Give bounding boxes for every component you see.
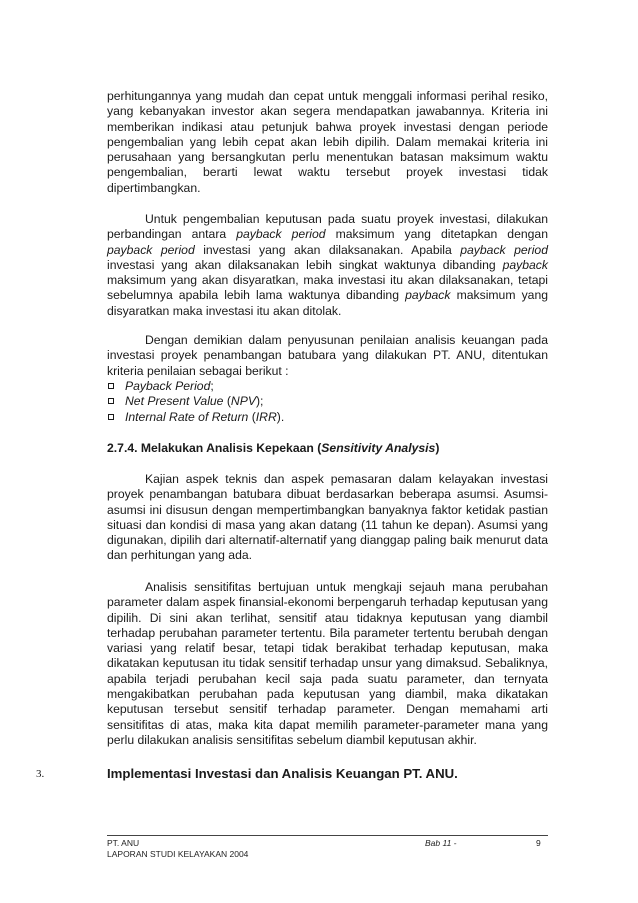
text-run: investasi yang akan dilaksanakan. Apabila (194, 242, 461, 257)
term-payback-period: payback period (460, 242, 548, 257)
paragraph-sensitivity-analysis (107, 580, 548, 748)
criterion-label: Net Present Value (125, 394, 224, 409)
checkbox-bullet-icon (108, 398, 114, 404)
term-payback: payback (405, 288, 451, 303)
criterion-label: Internal Rate of Return (125, 409, 249, 424)
text-run: maksimum yang akan disyaratkan, maka investasi itu akan dilaksanakan, tetapi sebelumnya apabila lebih lama waktunya dibanding (107, 273, 548, 303)
footer-report-title: LAPORAN STUDI KELAYAKAN 2004 (107, 849, 249, 859)
footer-page-number: 9 (536, 838, 541, 848)
text-run: ( (223, 394, 231, 409)
section-heading-3: Implementasi Investasi dan Analisis Keuangan PT. ANU. (107, 766, 458, 781)
text-run: Untuk pengembalian keputusan pada suatu proyek investasi, dilakukan perbandingan antara (107, 212, 548, 242)
text-run: investasi yang akan dilaksanakan lebih singkat waktunya dibanding (107, 257, 503, 272)
text-run: maksimum yang ditetapkan dengan (325, 227, 548, 242)
checkbox-bullet-icon (108, 414, 114, 420)
heading-text: ) (435, 441, 440, 455)
term-payback: payback (502, 257, 548, 272)
section-heading-2-7-4 (107, 441, 548, 456)
list-item (107, 379, 548, 394)
text-run: maksimum yang disyaratkan maka investasi itu akan ditolak. (107, 288, 548, 318)
checkbox-bullet-icon (108, 383, 114, 389)
text-run: ). (276, 409, 285, 424)
paragraph-technical-aspects (107, 472, 548, 564)
paragraph-payback-criteria (107, 89, 548, 196)
paragraph-text: Analisis sensitifitas bertujuan untuk mengkaji sejauh mana perubahan parameter dalam aspek finansial-ekonomi berpengaruh terhadap keputusan yang dipilih. Di sini akan terlihat, sensitif atau tidaknya keputusan yang diambil terhadap perubahan parameter tertentu. Bila parameter tertentu berubah dengan variasi yang relatif besar, tetapi tidak berakibat terhadap keputusan, maka dikatakan keputusan itu tidak sensitif terhadap unsur yang dimaksud. Sebaliknya, apabila terjadi perubahan kecil saja pada suatu parameter, dan ternyata mengakibatkan perubahan pada keputusan yang diambil, maka dikatakan keputusan tersebut sensitif terhadap parameter. Dengan memahami arti sensitifitas di atas, maka kita dapat memilih parameter-parameter mana yang perlu dilakukan analisis sensitifitas sebelum diambil keputusan akhir. (107, 580, 548, 747)
text-run: ); (255, 394, 264, 409)
footer-company: PT. ANU (107, 838, 140, 848)
heading-term: Sensitivity Analysis (321, 441, 436, 455)
term-payback-period: payback period (107, 242, 195, 257)
list-item (107, 410, 548, 425)
footer-chapter: Bab 11 - (425, 838, 457, 848)
paragraph-text: perhitungannya yang mudah dan cepat untuk menggali informasi perihal resiko, yang kebanyakan investor akan segera mendapatkan jawabannya. Kriteria ini memberikan indikasi atau petunjuk bahwa proyek investasi dengan periode pengembalian yang lebih cepat akan lebih dipilih. Dalam memakai kriteria ini perusahaan yang bersangkutan perlu menentukan batasan maksimum waktu pengembalian, berarti lewat waktu tersebut proyek investasi tidak dipertimbangkan. (107, 89, 548, 195)
text-run: ( (248, 409, 256, 424)
criterion-label: Payback Period (125, 379, 211, 393)
paragraph-text: Kajian aspek teknis dan aspek pemasaran dalam kelayakan investasi proyek penambangan batubara dibuat berdasarkan beberapa asumsi. Asumsi-asumsi ini disusun dengan mempertimbangkan banyaknya faktor ketidak pastian situasi dan kondisi di masa yang akan datang (11 tahun ke depan). Asumsi yang digunakan, dipilih dari alternatif-alternatif yang dianggap paling baik menurut data dan perhitungan yang ada. (107, 472, 548, 563)
criterion-abbr: NPV (230, 394, 256, 409)
criterion-abbr: IRR (255, 409, 277, 424)
paragraph-text (107, 212, 548, 319)
footer-divider (107, 835, 548, 836)
paragraph-payback-decision (107, 212, 548, 319)
term-payback-period: payback period (236, 227, 326, 242)
criteria-list (107, 379, 548, 425)
paragraph-criteria-intro (107, 333, 548, 379)
list-item (107, 394, 548, 409)
paragraph-text: Dengan demikian dalam penyusunan penilaian analisis keuangan pada investasi proyek penambangan batubara yang dilakukan PT. ANU, ditentukan kriteria penilaian sebagai berikut : (107, 333, 548, 378)
text-run: ; (210, 379, 214, 393)
section-number: 3. (36, 768, 45, 780)
heading-text: 2.7.4. Melakukan Analisis Kepekaan ( (107, 441, 322, 455)
